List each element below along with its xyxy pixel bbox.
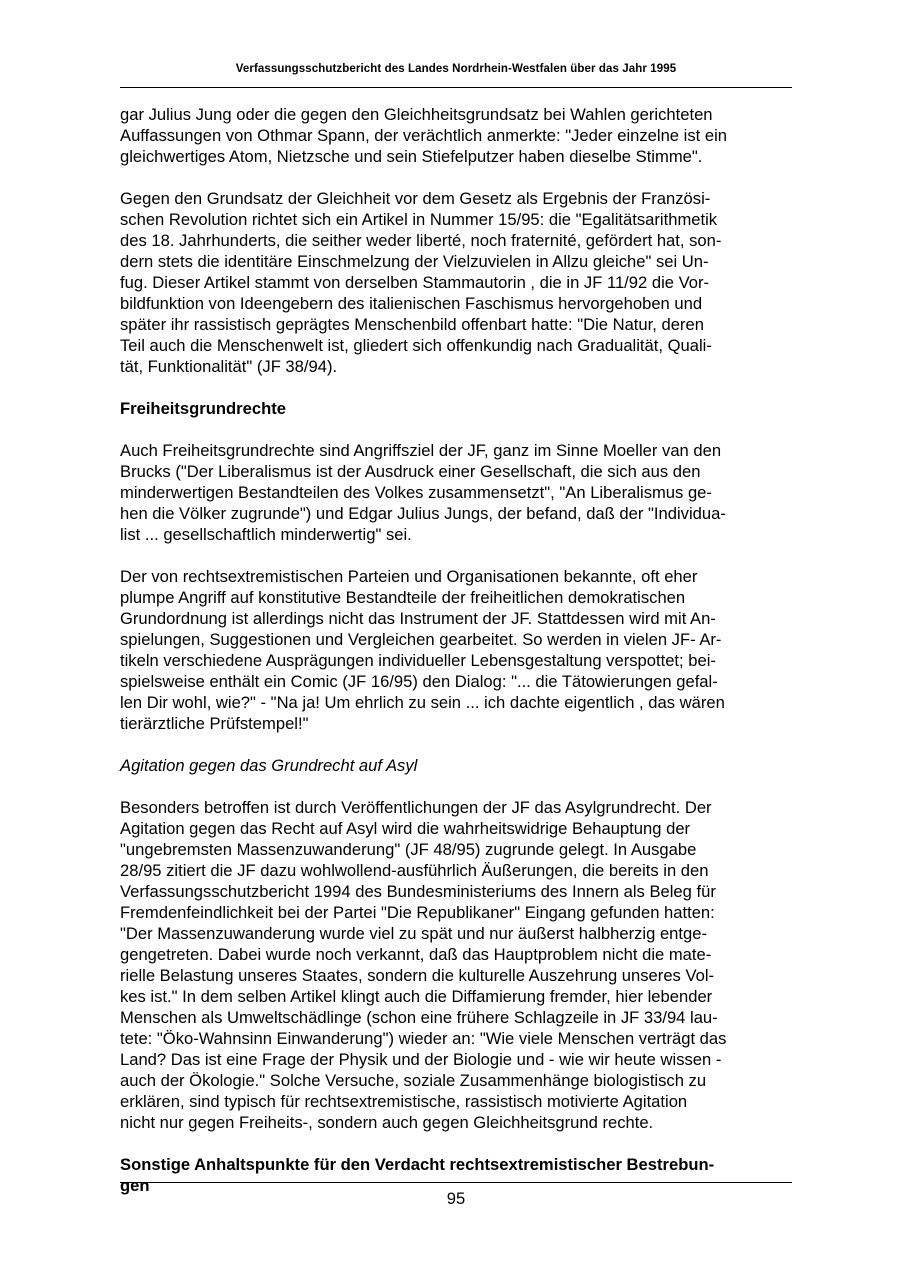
text-line: Auffassungen von Othmar Spann, der verächtlich anmerkte: "Jeder einzelne ist ein <box>120 126 727 145</box>
text-line: tät, Funktionalität" (JF 38/94). <box>120 357 338 376</box>
text-line: fug. Dieser Artikel stammt von derselben Stammautorin , die in JF 11/92 die Vor- <box>120 273 710 292</box>
text-line: Brucks ("Der Liberalismus ist der Ausdruck einer Gesellschaft, die sich aus den <box>120 462 701 481</box>
text-line: list ... gesellschaftlich minderwertig" sei. <box>120 525 412 544</box>
text-line: 28/95 zitiert die JF dazu wohlwollend-ausführlich Äußerungen, die bereits in den <box>120 861 709 880</box>
paragraph-subtle-attacks <box>120 566 792 734</box>
text-line: tikeln verschiedene Ausprägungen individueller Lebensgestaltung verspottet; bei- <box>120 651 716 670</box>
heading-line: gen <box>120 1176 150 1195</box>
text-line: "Der Massenzuwanderung wurde viel zu spät und nur äußerst halbherzig entge- <box>120 924 707 943</box>
heading-line: Sonstige Anhaltspunkte für den Verdacht rechtsextremistischer Bestrebun- <box>120 1155 715 1174</box>
text-line: Land? Das ist eine Frage der Physik und der Biologie und - wie wir heute wissen - <box>120 1050 722 1069</box>
header-divider <box>120 87 792 88</box>
text-line: Fremdenfeindlichkeit bei der Partei "Die Republikaner" Eingang gefunden hatten: <box>120 903 715 922</box>
text-line: Menschen als Umweltschädlinge (schon eine frühere Schlagzeile in JF 33/94 lau- <box>120 1008 718 1027</box>
text-line: bildfunktion von Ideengebern des italienischen Faschismus hervorgehoben und <box>120 294 703 313</box>
text-line: Gegen den Grundsatz der Gleichheit vor dem Gesetz als Ergebnis der Französi- <box>120 189 711 208</box>
paragraph-equality-spann <box>120 104 792 167</box>
heading-freiheitsgrundrechte: Freiheitsgrundrechte <box>120 399 286 418</box>
text-line: tierärztliche Prüfstempel!" <box>120 714 309 733</box>
running-header: Verfassungsschutzbericht des Landes Nordrhein-Westfalen über das Jahr 1995 <box>235 63 677 75</box>
text-line: spielsweise enthält ein Comic (JF 16/95) den Dialog: "... die Tätowierungen gefal- <box>120 672 718 691</box>
text-line: rielle Belastung unseres Staates, sondern die kulturelle Auszehrung unseres Vol- <box>120 966 715 985</box>
text-line: tete: "Öko-Wahnsinn Einwanderung") wieder an: "Wie viele Menschen verträgt das <box>120 1029 727 1048</box>
text-line: später ihr rassistisch geprägtes Menschenbild offenbart hatte: "Die Natur, deren <box>120 315 704 334</box>
text-line: spielungen, Suggestionen und Vergleichen gearbeitet. So werden in vielen JF- Ar- <box>120 630 722 649</box>
footer-divider <box>120 1182 792 1183</box>
text-line: gar Julius Jung oder die gegen den Gleichheitsgrundsatz bei Wahlen gerichteten <box>120 105 713 124</box>
heading-asylum-agitation: Agitation gegen das Grundrecht auf Asyl <box>120 756 418 775</box>
page-number: 95 <box>446 1189 466 1208</box>
text-line: erklären, sind typisch für rechtsextremistische, rassistisch motivierte Agitation <box>120 1092 688 1111</box>
text-line: kes ist." In dem selben Artikel klingt auch die Diffamierung fremder, hier lebender <box>120 987 713 1006</box>
text-line: des 18. Jahrhunderts, die seither weder liberté, noch fraternité, gefördert hat, son- <box>120 231 722 250</box>
page-body <box>120 104 792 1217</box>
text-line: hen die Völker zugrunde") und Edgar Julius Jungs, der befand, daß der "Individua- <box>120 504 726 523</box>
text-line: len Dir wohl, wie?" - "Na ja! Um ehrlich zu sein ... ich dachte eigentlich , das wären <box>120 693 725 712</box>
text-line: Der von rechtsextremistischen Parteien und Organisationen bekannte, oft eher <box>120 567 698 586</box>
paragraph-liberty-rights <box>120 440 792 545</box>
paragraph-equality-law <box>120 188 792 377</box>
text-line: gleichwertiges Atom, Nietzsche und sein Stiefelputzer haben dieselbe Stimme". <box>120 147 703 166</box>
text-line: schen Revolution richtet sich ein Artikel in Nummer 15/95: die "Egalitätsarithmetik <box>120 210 718 229</box>
text-line: Agitation gegen das Recht auf Asyl wird die wahrheitswidrige Behauptung der <box>120 819 691 838</box>
text-line: minderwertigen Bestandteilen des Volkes zusammensetzt", "An Liberalismus ge- <box>120 483 712 502</box>
text-line: plumpe Angriff auf konstitutive Bestandteile der freiheitlichen demokratischen <box>120 588 686 607</box>
text-line: Grundordnung ist allerdings nicht das Instrument der JF. Stattdessen wird mit An- <box>120 609 716 628</box>
text-line: nicht nur gegen Freiheits-, sondern auch gegen Gleichheitsgrund rechte. <box>120 1113 654 1132</box>
paragraph-asylum <box>120 797 792 1133</box>
text-line: Besonders betroffen ist durch Veröffentlichungen der JF das Asylgrundrecht. Der <box>120 798 712 817</box>
text-line: auch der Ökologie." Solche Versuche, soziale Zusammenhänge biologistisch zu <box>120 1071 707 1090</box>
text-line: dern stets die identitäre Einschmelzung der Vielzuvielen in Allzu gleiche" sei Un- <box>120 252 709 271</box>
text-line: Verfassungsschutzbericht 1994 des Bundesministeriums des Innern als Beleg für <box>120 882 716 901</box>
text-line: gengetreten. Dabei wurde noch verkannt, daß das Hauptproblem nicht die mate- <box>120 945 712 964</box>
text-line: "ungebremsten Massenzuwanderung" (JF 48/95) zugrunde gelegt. In Ausgabe <box>120 840 697 859</box>
text-line: Auch Freiheitsgrundrechte sind Angriffsziel der JF, ganz im Sinne Moeller van den <box>120 441 722 460</box>
text-line: Teil auch die Menschenwelt ist, gliedert sich offenkundig nach Gradualität, Quali- <box>120 336 712 355</box>
